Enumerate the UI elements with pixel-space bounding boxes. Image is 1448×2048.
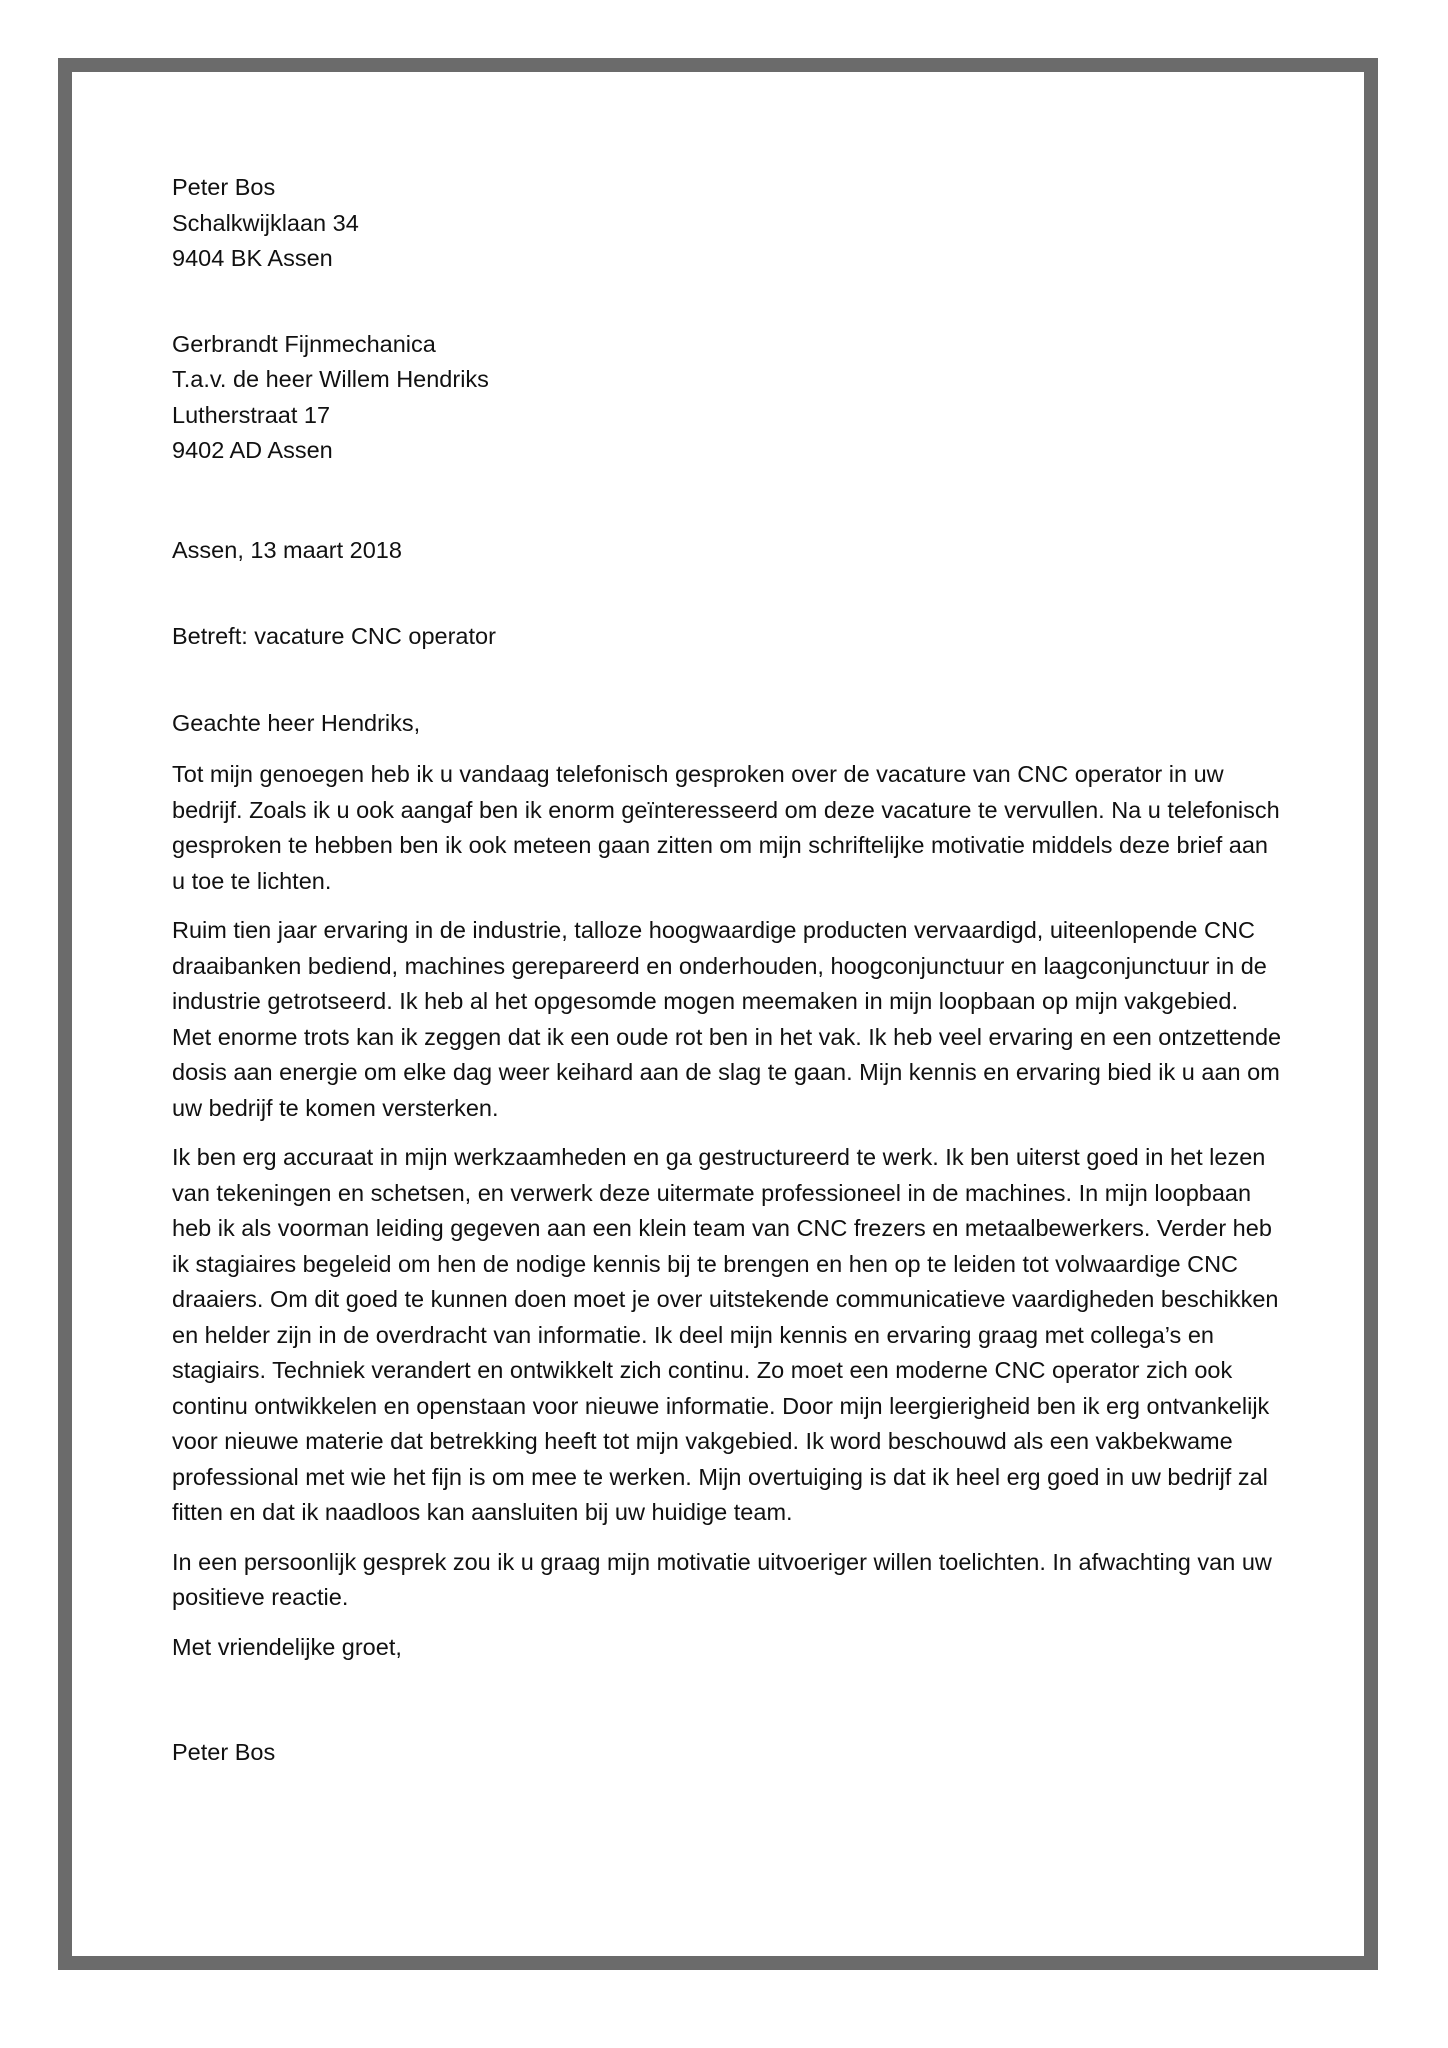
signature-name: Peter Bos [172, 1739, 276, 1765]
recipient-address [172, 327, 1282, 469]
body-paragraph-4: In een persoonlijk gesprek zou ik u graag mijn motivatie uitvoeriger willen toelichten. In afwachting van uw positieve reactie. [172, 1548, 1272, 1610]
recipient-city: 9402 AD Assen [172, 437, 333, 463]
date-line [172, 533, 1282, 569]
signature [172, 1735, 1282, 1771]
sender-name: Peter Bos [172, 174, 276, 200]
letter-body [172, 170, 1282, 1771]
closing-text: Met vriendelijke groet, [172, 1633, 402, 1660]
salutation [172, 706, 1282, 742]
recipient-company: Gerbrandt Fijnmechanica [172, 330, 436, 357]
subject-line [172, 619, 1282, 655]
closing [172, 1630, 1282, 1666]
recipient-street: Lutherstraat 17 [172, 401, 331, 428]
body-paragraph-1: Tot mijn genoegen heb ik u vandaag telefonisch gesproken over de vacature van CNC operator in uw bedrijf. Zoals ik u ook aangaf ben ik enorm geïnteresseerd om deze vacature te vervullen. Na u telefonisch gesproken te hebben ben ik ook meteen gaan zitten om mijn schriftelijke motivatie middels deze brief aan u toe te lichten. [172, 761, 1280, 894]
body-paragraph-3: Ik ben erg accuraat in mijn werkzaamheden en ga gestructureerd te werk. Ik ben uiterst goed in het lezen van tekeningen en schetsen, en verwerk deze uitermate professioneel in de machines. In mijn loopbaan heb ik als voorman leiding gegeven aan een klein team van CNC frezers en metaalbewerkers. Verder heb ik stagiaires begeleid om hen de nodige kennis bij te brengen en hen op te leiden tot volwaardige CNC draaiers. Om dit goed te kunnen doen moet je over uitstekende communicatieve vaardigheden beschikken en helder zijn in de overdracht van informatie. Ik deel mijn kennis en ervaring graag met collega’s en stagiairs. Techniek verandert en ontwikkelt zich continu. Zo moet een moderne CNC operator zich ook continu ontwikkelen en openstaan voor nieuwe informatie. Door mijn leergierigheid ben ik erg ontvankelijk voor nieuwe materie dat betrekking heeft tot mijn vakgebied. Ik word beschouwd als een vakbekwame professional met wie het fijn is om mee te werken. Mijn overtuiging is dat ik heel erg goed in uw bedrijf zal fitten en dat ik naadloos kan aansluiten bij uw huidige team. [172, 1144, 1279, 1525]
salutation-text: Geachte heer Hendriks, [172, 709, 421, 736]
subject-text: Betreft: vacature CNC operator [172, 623, 496, 649]
body-paragraph-2: Ruim tien jaar ervaring in de industrie, talloze hoogwaardige producten vervaardigd, uiteenlopende CNC draaibanken bediend, machines gerepareerd en onderhouden, hoogconjunctuur en laagconjunctuur in de industrie getrotseerd. Ik heb al het opgesomde mogen meemaken in mijn loopbaan op mijn vakgebied. Met enorme trots kan ik zeggen dat ik een oude rot ben in het vak. Ik heb veel ervaring en een ontzettende dosis aan energie om elke dag weer keihard aan de slag te gaan. Mijn kennis en ervaring bied ik u aan om uw bedrijf te komen versterken. [172, 917, 1282, 1121]
sender-address [172, 170, 1282, 277]
date-text: Assen, 13 maart 2018 [172, 536, 402, 563]
sender-street: Schalkwijklaan 34 [172, 209, 359, 236]
recipient-attention: T.a.v. de heer Willem Hendriks [172, 366, 489, 392]
sender-city: 9404 BK Assen [172, 245, 333, 271]
